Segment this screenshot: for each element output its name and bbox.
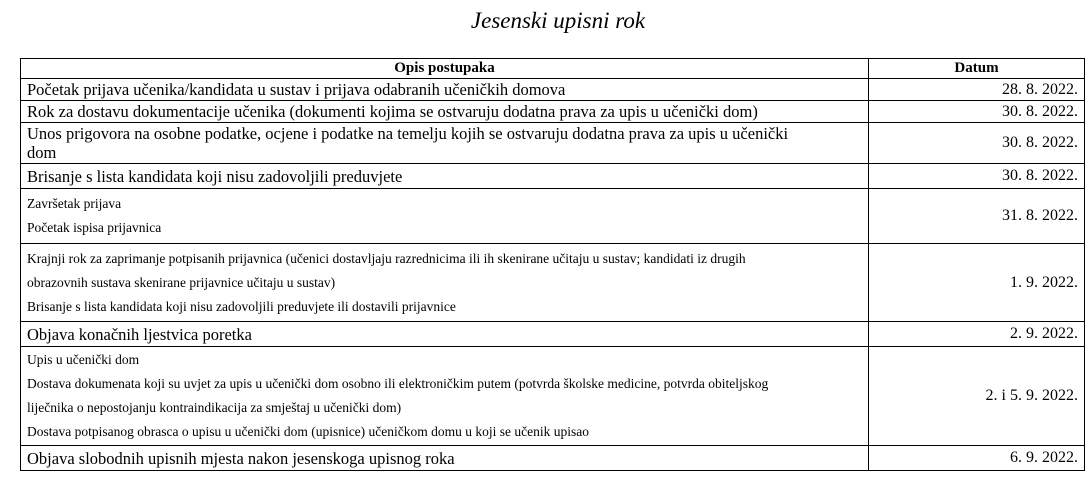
table-row <box>21 123 1085 164</box>
row-date: 30. 8. 2022. <box>869 101 1085 123</box>
row-description: Početak prijava učenika/kandidata u sustav i prijava odabranih učeničkih domova <box>21 79 869 101</box>
schedule-table <box>20 58 1085 471</box>
table-row <box>21 347 1085 446</box>
row-date: 6. 9. 2022. <box>869 446 1085 471</box>
table-header-row <box>21 59 1085 79</box>
row-description: Upis u učenički dom Dostava dokumenata koji su uvjet za upis u učenički dom osobno ili elektroničkim putem (potvrda školske medicine, potvrda obiteljskog liječnika o nepostojanju kontraindikacija za smještaj u učenički dom) Dostava potpisanog obrasca o upisu u učenički dom (upisnice) učeničkom domu u koji se učenik upisao <box>21 347 869 446</box>
row-description: Krajnji rok za zaprimanje potpisanih prijavnica (učenici dostavljaju razrednicima ili ih skenirane učitaju u sustav; kandidati iz drugih obrazovnih sustava skenirane prijavnice učitaju u sustav) Brisanje s lista kandidata koji nisu zadovoljili preduvjete ili dostavili prijavnice <box>21 244 869 322</box>
table-row <box>21 244 1085 322</box>
table-row <box>21 79 1085 101</box>
row-date: 2. 9. 2022. <box>869 322 1085 347</box>
page-title: Jesenski upisni rok <box>470 8 646 33</box>
row-description: Završetak prijava Početak ispisa prijavnica <box>21 189 869 244</box>
row-date: 1. 9. 2022. <box>869 244 1085 322</box>
row-date: 30. 8. 2022. <box>869 123 1085 164</box>
row-date: 2. i 5. 9. 2022. <box>869 347 1085 446</box>
row-description: Objava slobodnih upisnih mjesta nakon jesenskoga upisnog roka <box>21 446 869 471</box>
row-date: 28. 8. 2022. <box>869 79 1085 101</box>
table-row <box>21 164 1085 189</box>
table-row <box>21 322 1085 347</box>
row-description: Objava konačnih ljestvica poretka <box>21 322 869 347</box>
header-date: Datum <box>869 59 1085 79</box>
row-description: Rok za dostavu dokumentacije učenika (dokumenti kojima se ostvaruju dodatna prava za upis u učenički dom) <box>21 101 869 123</box>
table-row <box>21 446 1085 471</box>
row-description: Brisanje s lista kandidata koji nisu zadovoljili preduvjete <box>21 164 869 189</box>
table-row <box>21 189 1085 244</box>
row-description: Unos prigovora na osobne podatke, ocjene i podatke na temelju kojih se ostvaruju dodatna prava za upis u učenički dom <box>21 123 869 164</box>
header-description: Opis postupaka <box>21 59 869 79</box>
row-date: 30. 8. 2022. <box>869 164 1085 189</box>
row-date: 31. 8. 2022. <box>869 189 1085 244</box>
table-row <box>21 101 1085 123</box>
